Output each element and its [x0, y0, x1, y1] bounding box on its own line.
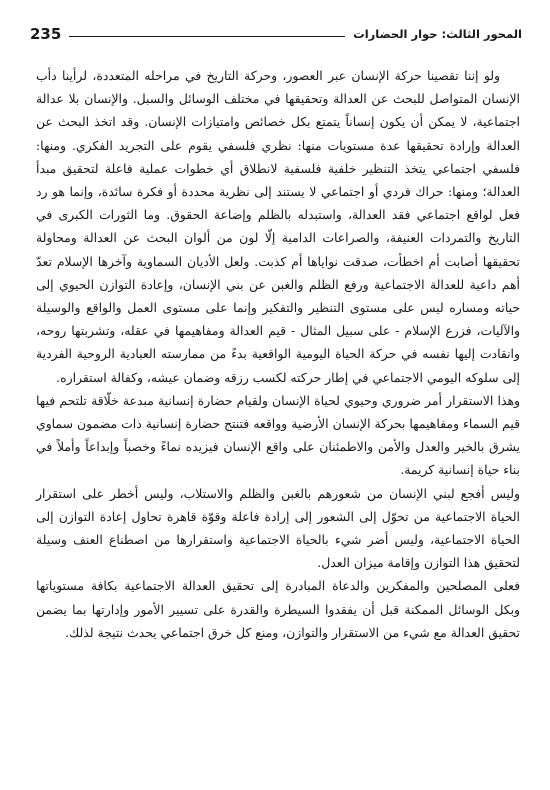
running-header: [30, 22, 522, 46]
header-rule: [69, 36, 345, 37]
paragraph: وليس أفجع لبني الإنسان من شعورهم بالغبن والظلم والاستلاب، وليس أخطر على استقرار الحياة الاجتماعية من تحوّل إلى الشعور إلى إرادة فاعلة وقوّة قاهرة تحاول إعادة التوازن إلى الحياة الاجتماعية، وليس أضر شيء بالحياة الاجتماعية واستقرارها من اصطناع العنف وسيلة لتحقيق هذا التوازن وإقامة ميزان العدل.: [36, 485, 520, 571]
page-number: 235: [30, 25, 62, 43]
paragraph: فعلى المصلحين والمفكرين والدعاة المبادرة إلى تحقيق العدالة الاجتماعية بكافة مستوياتها وبكل الوسائل الممكنة قبل أن يفقدوا السيطرة والقدرة على تسيير الأمور وإدارتها بما يضمن تحقيق العدالة مع شيء من الاستقرار والتوازن، ومنع كل خرق اجتماعي يحدث نتيجة لذلك.: [36, 578, 520, 640]
chapter-title: المحور الثالث: حوار الحضارات: [353, 27, 522, 41]
body-text: [36, 64, 520, 644]
paragraph: ولو إننا تقصينا حركة الإنسان عبر العصور، وحركة التاريخ في مراحله المتعددة، لرأينا دأب الإنسان المتواصل للبحث عن العدالة وتحقيقها في مختلف الوسائل والسبل. والإنسان بلا عدالة اجتماعية، لا يمكن أن يكون إنساناً يتمتع بكل خصائص وامتيازات الإنسان. وقد اتخذ البحث عن العدالة وإرادة تحقيقها عدة مستويات منها: نظري فلسفي يقوم على التجريد الفكري. ومنها: فلسفي اجتماعي يتخذ التنظير خلفية فلسفية لانطلاق أي خطوات عملية فاعلة لتحقيق مبدأ العدالة؛ ومنها: حراك فردي أو اجتماعي لا يستند إلى نظرية محددة أو فكرة سائدة، وإنما هو رد فعل لواقع اجتماعي فقد العدالة، واستبدله بالظلم وإضاعة الحقوق. وما الثورات الكبرى في التاريخ والتمردات العنيفة، والصراعات الدامية إلّا لون من ألوان البحث عن العدالة ومحاولة تحقيقها أصابت أم اخطأت، صدقت نواياها أم كذبت. ولعل الأديان السماوية وآخرها الإسلام تعدّ أهم داعية للعدالة الاجتماعية ورفع الظلم والغبن عن بني الإنسان، وإعادة التوازن الحيوي إلى حياته ومساره ليس على مستوى التنظير والتفكير وإنما على مستوى العمل والواقع والوسيلة والآليات، فزرع الإسلام - على سبيل المثال - قيم العدالة ومفاهيمها في عقله، وتشربتها روحه، وانقادت إليها نفسه في حركة الحياة اليومية الواقعية بدءً من ممارسته العبادية الروحية الفردية إلى سلوكه اليومي الاجتماعي في إطار حركته لكسب رزقه وضمان عيشه، وكفالة استقراره.: [36, 68, 520, 385]
paragraph: وهذا الاستقرار أمر ضروري وحيوي لحياة الإنسان ولقيام حضارة إنسانية مبدعة خلّاقة تلتحم فيها قيم السماء ومفاهيمها بحركة الإنسان الأرضية وواقعه فتنتج حضارة إنسانية ذات مضمون سماوي يشرق بالخير والعدل والأمن والاطمئنان على واقع الإنسان فيزيده نماءً وخصباً وإبداعاً وأملاً في بناء حياة إنسانية كريمة.: [36, 392, 520, 478]
